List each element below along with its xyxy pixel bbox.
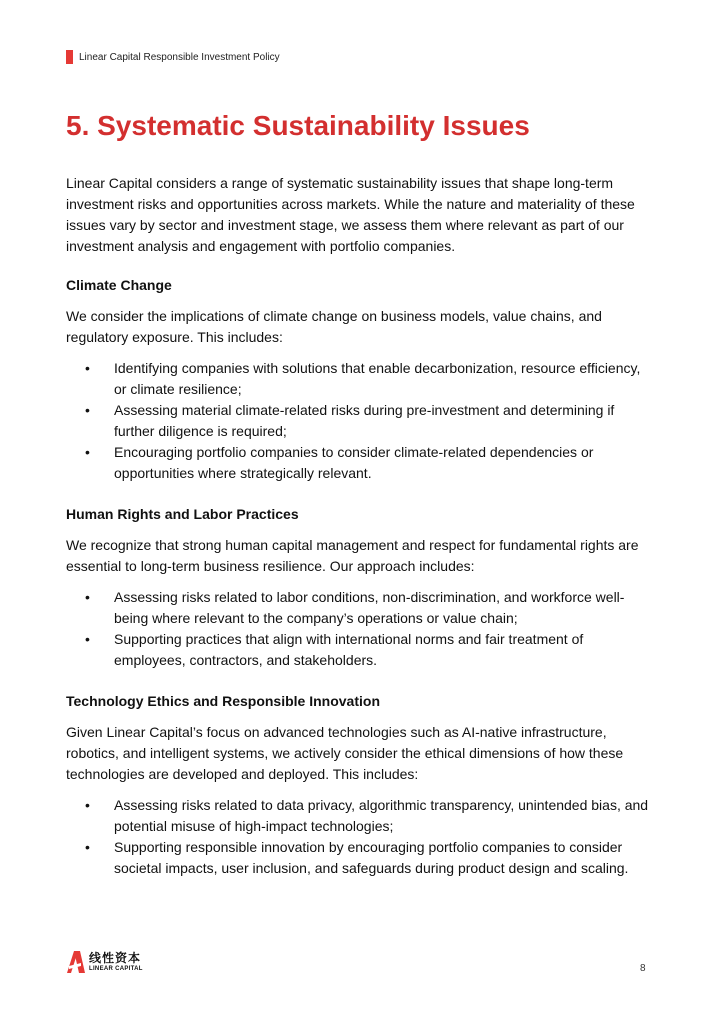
page-header	[66, 50, 280, 64]
page-title: 5. Systematic Sustainability Issues	[66, 110, 530, 141]
bullet-list	[66, 795, 656, 879]
list-item: • Assessing risks related to data privacy, algorithmic transparency, unintended bias, and potential misuse of high-impact technologies;	[66, 795, 656, 837]
section-heading: Climate Change	[66, 277, 172, 293]
logo-text-chinese: 线性资本	[89, 950, 142, 965]
section-climate-change	[66, 275, 656, 484]
bullet-list	[66, 358, 656, 484]
logo-wordmark	[89, 952, 143, 973]
section-heading: Human Rights and Labor Practices	[66, 506, 299, 522]
section-heading: Technology Ethics and Responsible Innovation	[66, 693, 380, 709]
logo-text-english: LINEAR CAPITAL	[89, 965, 143, 972]
section-description: We recognize that strong human capital management and respect for fundamental rights are essential to long-term business resilience. Our approach includes:	[66, 537, 639, 574]
section-description: Given Linear Capital’s focus on advanced technologies such as AI-native infrastructure, robotics, and intelligent systems, we actively consider the ethical dimensions of how these technologies are developed and deployed. This includes:	[66, 724, 624, 782]
linear-capital-logo-icon	[66, 950, 86, 974]
list-item: • Encouraging portfolio companies to consider climate-related dependencies or opportunities where strategically relevant.	[66, 442, 656, 484]
list-item: • Supporting practices that align with international norms and fair treatment of employees, contractors, and stakeholders.	[66, 629, 656, 671]
list-item: • Supporting responsible innovation by encouraging portfolio companies to consider societal impacts, user inclusion, and safeguards during product design and scaling.	[66, 837, 656, 879]
list-item: • Identifying companies with solutions that enable decarbonization, resource efficiency, or climate resilience;	[66, 358, 656, 400]
company-logo	[66, 950, 143, 974]
list-item: • Assessing material climate-related risks during pre-investment and determining if further diligence is required;	[66, 400, 656, 442]
header-accent-bar	[66, 50, 73, 64]
intro-paragraph: Linear Capital considers a range of systematic sustainability issues that shape long-term investment risks and opportunities across markets. While the nature and materiality of these issues vary by sector and investment stage, we assess them where relevant as part of our investment analysis and engagement with portfolio companies.	[66, 175, 635, 254]
section-technology-ethics	[66, 691, 656, 879]
list-item: • Assessing risks related to labor conditions, non-discrimination, and workforce well-being where relevant to the company’s operations or value chain;	[66, 587, 656, 629]
bullet-list	[66, 587, 656, 671]
section-description: We consider the implications of climate change on business models, value chains, and regulatory exposure. This includes:	[66, 308, 602, 345]
section-human-rights	[66, 504, 656, 671]
page-number: 8	[640, 963, 646, 974]
main-content	[66, 173, 656, 899]
header-title: Linear Capital Responsible Investment Policy	[79, 51, 280, 63]
